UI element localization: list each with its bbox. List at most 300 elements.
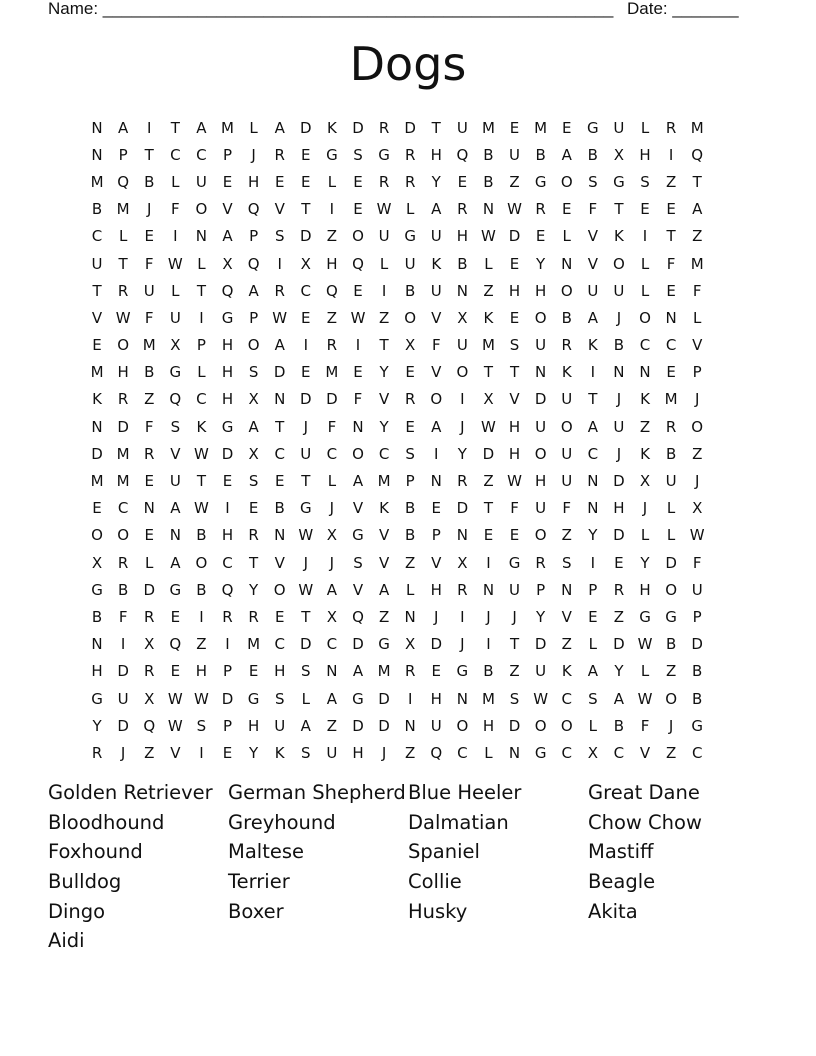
grid-letter: E (405, 363, 415, 382)
grid-letter: Q (169, 635, 182, 654)
grid-letter: N (482, 200, 495, 219)
grid-letter: A (196, 118, 207, 137)
grid-letter: A (431, 200, 442, 219)
grid-letter: S (301, 662, 311, 681)
grid-letter: L (197, 254, 206, 273)
grid-letter: U (326, 743, 338, 762)
grid-letter: K (640, 444, 650, 463)
grid-row (84, 386, 734, 413)
grid-letter: D (404, 118, 416, 137)
grid-letter: E (248, 499, 259, 518)
grid-letter: J (694, 390, 700, 409)
grid-row (84, 603, 734, 630)
word-bank-item: Great Dane (588, 781, 700, 804)
grid-letter: K (379, 499, 389, 518)
grid-letter: D (117, 417, 129, 436)
grid-letter: Y (536, 607, 546, 626)
grid-letter: L (640, 662, 650, 681)
grid-letter: J (381, 743, 387, 762)
grid-letter: A (222, 227, 233, 246)
grid-letter: Q (143, 716, 156, 735)
grid-letter: N (143, 499, 155, 518)
grid-letter: H (221, 336, 234, 355)
grid-letter: N (561, 254, 573, 273)
grid-letter: Q (117, 172, 130, 191)
grid-letter: Z (326, 227, 338, 246)
grid-letter: O (456, 363, 469, 382)
grid-letter: Q (169, 390, 182, 409)
grid-letter: E (640, 200, 650, 219)
grid-letter: B (613, 716, 625, 735)
grid-letter: N (352, 417, 364, 436)
grid-letter: E (666, 200, 676, 219)
grid-letter: K (587, 336, 598, 355)
grid-letter: A (326, 689, 338, 708)
grid-letter: R (404, 662, 416, 681)
grid-letter: J (120, 743, 126, 762)
grid-letter: R (404, 172, 416, 191)
grid-letter: R (117, 281, 129, 300)
grid-letter: B (405, 526, 416, 545)
grid-letter: D (534, 635, 547, 654)
grid-letter: S (196, 716, 207, 735)
grid-letter: T (301, 607, 311, 626)
grid-letter: H (430, 689, 442, 708)
grid-letter: D (221, 444, 234, 463)
grid-letter: H (430, 580, 442, 599)
grid-row (84, 631, 734, 658)
grid-letter: L (171, 281, 180, 300)
grid-letter: R (457, 580, 468, 599)
grid-letter: M (90, 472, 104, 491)
grid-letter: A (587, 308, 598, 327)
grid-row (84, 658, 734, 685)
grid-letter: G (352, 689, 364, 708)
grid-letter: L (588, 716, 597, 735)
grid-letter: W (167, 689, 183, 708)
grid-letter: E (144, 472, 154, 491)
grid-letter: F (562, 499, 572, 518)
grid-letter: Y (379, 363, 389, 382)
grid-letter: P (249, 308, 259, 327)
grid-letter: V (378, 390, 390, 409)
grid-row (84, 304, 734, 331)
grid-letter: D (352, 716, 364, 735)
grid-letter: R (248, 607, 259, 626)
grid-letter: W (350, 308, 366, 327)
grid-letter: X (405, 635, 416, 654)
grid-letter: Q (221, 281, 234, 300)
grid-letter: Q (430, 743, 443, 762)
grid-letter: E (588, 607, 598, 626)
grid-letter: I (590, 553, 596, 572)
word-bank-item: Greyhound (228, 810, 336, 834)
grid-letter: Z (144, 390, 155, 409)
grid-letter: V (274, 553, 285, 572)
grid-letter: S (274, 227, 285, 246)
grid-letter: X (222, 254, 233, 273)
grid-letter: S (248, 472, 259, 491)
grid-letter: O (117, 336, 130, 355)
grid-letter: U (561, 472, 573, 491)
grid-letter: T (483, 363, 494, 382)
grid-letter: C (587, 444, 599, 463)
grid-letter: I (460, 607, 465, 626)
grid-row (84, 467, 734, 494)
grid-letter: V (222, 200, 233, 219)
grid-letter: L (379, 254, 389, 273)
grid-letter: U (535, 499, 547, 518)
grid-letter: H (482, 716, 495, 735)
grid-letter: D (117, 662, 129, 681)
grid-letter: U (561, 444, 573, 463)
grid-letter: A (274, 336, 285, 355)
grid-letter: M (116, 472, 130, 491)
grid-letter: R (404, 390, 416, 409)
grid-letter: R (535, 553, 546, 572)
grid-letter: R (613, 580, 625, 599)
grid-letter: H (508, 417, 521, 436)
grid-letter: B (117, 580, 129, 599)
grid-letter: I (642, 227, 648, 246)
grid-letter: G (534, 743, 547, 762)
grid-letter: O (560, 172, 573, 191)
grid-letter: K (561, 363, 572, 382)
grid-letter: I (173, 227, 178, 246)
grid-letter: D (352, 118, 364, 137)
grid-letter: C (561, 743, 572, 762)
word-bank-item: Bloodhound (48, 810, 165, 834)
grid-letter: F (171, 200, 180, 219)
grid-letter: H (535, 281, 547, 300)
grid-letter: S (274, 689, 285, 708)
grid-letter: C (457, 743, 468, 762)
grid-letter: O (560, 281, 573, 300)
grid-letter: C (274, 635, 285, 654)
grid-letter: D (534, 390, 547, 409)
grid-letter: J (616, 390, 622, 409)
grid-letter: D (613, 526, 625, 545)
grid-letter: L (118, 227, 128, 246)
grid-letter: B (561, 308, 572, 327)
grid-letter: M (377, 662, 391, 681)
grid-letter: U (404, 254, 416, 273)
grid-letter: U (613, 281, 625, 300)
grid-letter: Z (692, 227, 703, 246)
grid-letter: F (640, 716, 650, 735)
grid-letter: R (378, 172, 390, 191)
grid-letter: L (405, 200, 415, 219)
grid-letter: X (613, 145, 625, 164)
grid-letter: U (613, 417, 625, 436)
grid-letter: Z (405, 553, 416, 572)
grid-letter: A (613, 689, 625, 708)
grid-letter: A (274, 118, 285, 137)
grid-letter: H (456, 227, 468, 246)
grid-letter: L (640, 254, 650, 273)
grid-letter: I (147, 118, 152, 137)
grid-letter: G (169, 363, 182, 382)
grid-letter: G (378, 145, 390, 164)
grid-letter: B (483, 662, 494, 681)
grid-letter: Z (509, 172, 520, 191)
grid-letter: H (508, 444, 521, 463)
grid-letter: V (561, 607, 572, 626)
grid-letter: T (196, 281, 206, 300)
grid-letter: R (326, 336, 338, 355)
grid-letter: R (222, 607, 233, 626)
grid-letter: B (274, 499, 285, 518)
grid-row (84, 413, 734, 440)
grid-letter: B (91, 607, 103, 626)
grid-row (84, 522, 734, 549)
grid-letter: N (587, 472, 599, 491)
grid-letter: L (249, 118, 258, 137)
grid-letter: O (195, 200, 208, 219)
word-bank (48, 779, 768, 957)
grid-letter: E (248, 662, 259, 681)
grid-letter: A (352, 472, 364, 491)
grid-letter: L (666, 499, 676, 518)
grid-letter: D (143, 580, 156, 599)
grid-letter: U (691, 580, 703, 599)
grid-letter: V (378, 526, 390, 545)
grid-letter: L (693, 308, 702, 327)
grid-letter: Z (665, 662, 677, 681)
grid-letter: Z (405, 743, 416, 762)
word-bank-item: Dalmatian (408, 810, 509, 834)
grid-letter: I (668, 145, 674, 164)
grid-row (84, 168, 734, 195)
grid-letter: E (509, 254, 520, 273)
grid-letter: G (299, 499, 312, 518)
grid-letter: E (222, 743, 233, 762)
grid-letter: T (692, 172, 702, 191)
grid-letter: A (692, 200, 703, 219)
grid-letter: X (587, 743, 598, 762)
grid-letter: O (534, 444, 547, 463)
grid-letter: G (639, 607, 651, 626)
grid-letter: X (639, 472, 651, 491)
grid-letter: D (221, 689, 234, 708)
grid-letter: Z (639, 417, 651, 436)
grid-letter: V (170, 743, 181, 762)
grid-letter: V (378, 553, 390, 572)
grid-letter: Y (379, 417, 389, 436)
grid-letter: Q (691, 145, 704, 164)
grid-letter: X (170, 336, 181, 355)
grid-letter: F (510, 499, 519, 518)
grid-letter: M (690, 118, 704, 137)
grid-letter: T (588, 390, 598, 409)
grid-letter: O (691, 417, 704, 436)
grid-letter: L (197, 363, 206, 382)
grid-letter: B (587, 145, 598, 164)
grid-letter: R (378, 118, 390, 137)
grid-letter: B (665, 635, 677, 654)
grid-letter: A (587, 662, 598, 681)
grid-letter: L (301, 689, 310, 708)
grid-letter: H (221, 526, 234, 545)
grid-letter: X (144, 635, 155, 654)
grid-row (84, 549, 734, 576)
grid-letter: W (298, 526, 314, 545)
grid-letter: U (91, 254, 103, 273)
grid-letter: B (535, 145, 546, 164)
grid-letter: U (509, 580, 521, 599)
grid-letter: B (196, 580, 207, 599)
grid-letter: D (665, 553, 677, 572)
grid-letter: C (300, 281, 312, 300)
grid-letter: N (639, 363, 651, 382)
grid-letter: N (91, 417, 103, 436)
word-bank-item: Golden Retriever (48, 781, 213, 804)
grid-letter: W (167, 254, 183, 273)
grid-letter: V (91, 308, 103, 327)
grid-row (84, 250, 734, 277)
grid-letter: G (91, 689, 103, 708)
grid-letter: F (353, 390, 363, 409)
grid-letter: F (327, 417, 337, 436)
grid-letter: L (666, 526, 676, 545)
grid-letter: D (352, 635, 364, 654)
grid-letter: H (613, 499, 625, 518)
grid-letter: D (117, 716, 129, 735)
grid-letter: B (457, 254, 468, 273)
grid-letter: Y (431, 172, 441, 191)
grid-letter: U (169, 472, 181, 491)
grid-letter: Q (456, 145, 469, 164)
grid-letter: C (170, 145, 181, 164)
grid-letter: D (378, 689, 390, 708)
grid-letter: I (329, 200, 335, 219)
grid-letter: U (378, 227, 390, 246)
grid-letter: D (613, 635, 625, 654)
grid-letter: O (560, 716, 573, 735)
grid-letter: J (329, 553, 335, 572)
grid-letter: T (379, 336, 389, 355)
grid-letter: V (431, 308, 442, 327)
grid-letter: R (665, 417, 677, 436)
grid-letter: B (91, 200, 103, 219)
grid-letter: O (91, 526, 103, 545)
grid-letter: V (352, 499, 364, 518)
grid-letter: G (378, 635, 390, 654)
grid-letter: B (483, 172, 494, 191)
grid-letter: Z (561, 526, 572, 545)
grid-letter: R (91, 743, 103, 762)
grid-letter: E (353, 172, 363, 191)
name-line: Name: ______________________________________________________ (48, 0, 614, 18)
grid-letter: Z (509, 662, 520, 681)
grid-letter: J (616, 444, 622, 463)
grid-letter: P (196, 336, 206, 355)
grid-letter: I (225, 499, 230, 518)
grid-letter: D (300, 635, 312, 654)
grid-letter: G (247, 689, 260, 708)
grid-letter: J (486, 607, 491, 626)
grid-letter: N (404, 607, 416, 626)
grid-letter: G (221, 308, 234, 327)
grid-letter: X (483, 390, 494, 409)
grid-letter: M (116, 444, 130, 463)
grid-letter: P (431, 526, 441, 545)
grid-row (84, 440, 734, 467)
grid-letter: U (665, 472, 677, 491)
grid-letter: V (352, 580, 364, 599)
grid-row (84, 685, 734, 712)
grid-letter: Y (249, 743, 259, 762)
grid-letter: Z (483, 472, 494, 491)
grid-row (84, 332, 734, 359)
grid-letter: N (169, 526, 181, 545)
puzzle-title: Dogs (349, 37, 467, 91)
grid-letter: D (508, 227, 521, 246)
grid-letter: H (326, 254, 338, 273)
grid-letter: O (352, 444, 364, 463)
grid-letter: E (144, 227, 154, 246)
grid-letter: H (117, 363, 129, 382)
grid-letter: J (694, 472, 700, 491)
grid-letter: J (303, 417, 309, 436)
grid-letter: Z (326, 716, 338, 735)
grid-letter: Z (144, 743, 155, 762)
grid-letter: B (405, 281, 416, 300)
grid-letter: M (664, 390, 678, 409)
grid-letter: P (588, 580, 598, 599)
grid-letter: R (665, 118, 677, 137)
grid-letter: H (195, 662, 208, 681)
grid-letter: D (300, 390, 312, 409)
grid-letter: A (378, 580, 390, 599)
grid-letter: O (560, 417, 573, 436)
grid-letter: L (640, 118, 650, 137)
grid-letter: B (144, 172, 155, 191)
grid-letter: V (509, 390, 520, 409)
word-bank-item: Beagle (588, 870, 656, 894)
word-bank-item: Mastiff (588, 840, 654, 864)
grid-letter: X (326, 607, 338, 626)
grid-letter: D (300, 118, 312, 137)
grid-letter: X (405, 336, 416, 355)
grid-letter: G (534, 172, 547, 191)
grid-letter: F (666, 254, 676, 273)
grid-letter: R (457, 200, 468, 219)
word-bank-item: Boxer (228, 899, 284, 923)
grid-letter: M (116, 200, 130, 219)
grid-letter: J (616, 308, 622, 327)
grid-letter: J (329, 499, 335, 518)
grid-letter: E (144, 526, 154, 545)
grid-letter: W (507, 472, 522, 491)
grid-letter: J (147, 200, 152, 219)
grid-letter: M (377, 472, 391, 491)
word-bank-item: Foxhound (48, 840, 143, 864)
word-bank-item: Spaniel (408, 840, 480, 864)
grid-letter: J (668, 716, 674, 735)
grid-letter: A (170, 499, 181, 518)
word-bank-item: Blue Heeler (408, 781, 522, 804)
grid-letter: B (196, 526, 207, 545)
grid-letter: F (431, 336, 441, 355)
grid-letter: R (117, 390, 129, 409)
grid-letter: C (91, 227, 103, 246)
grid-letter: D (91, 444, 103, 463)
grid-letter: H (639, 580, 651, 599)
grid-letter: A (326, 580, 338, 599)
grid-letter: P (222, 145, 233, 164)
grid-letter: G (587, 118, 599, 137)
